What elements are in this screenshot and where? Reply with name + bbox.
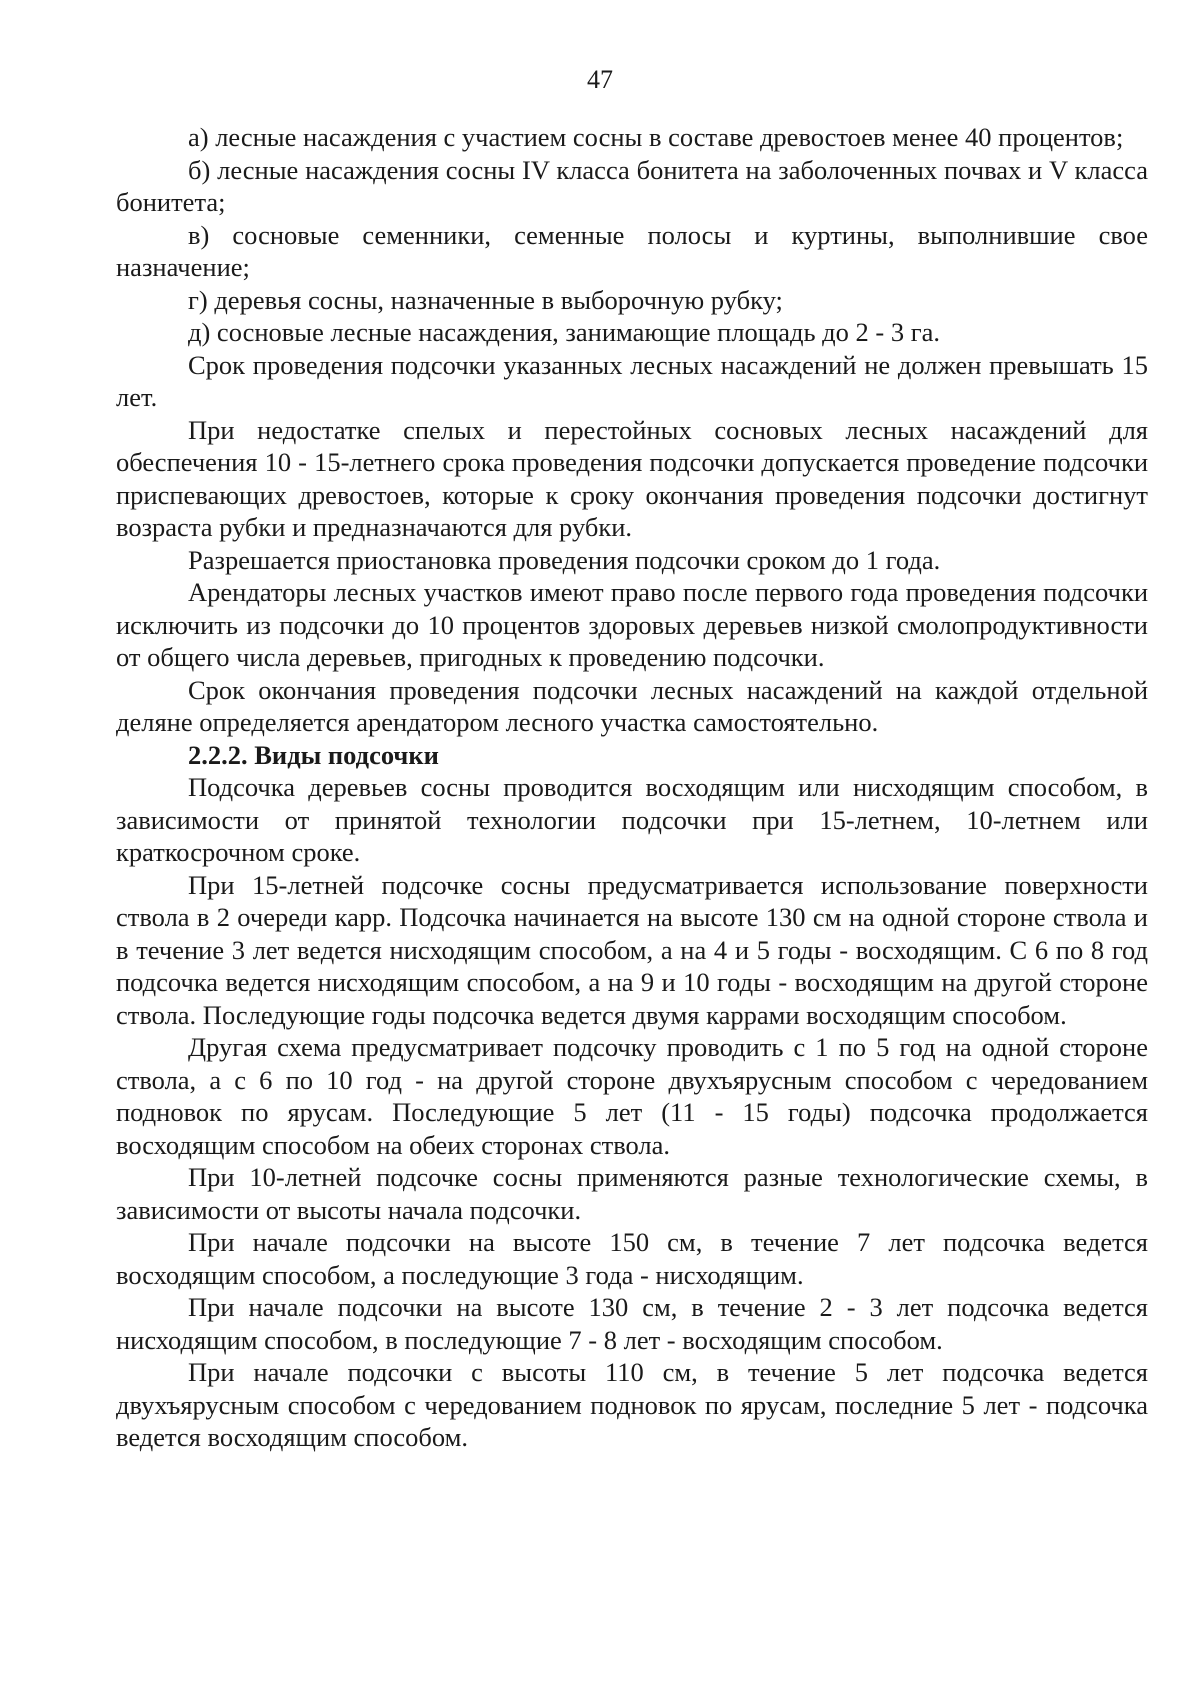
paragraph-start-130: При начале подсочки на высоте 130 см, в течение 2 - 3 лет подсочка ведется нисходящим способом, в последующие 7 - 8 лет - восходящим способом. — [116, 1292, 1148, 1355]
paragraph-10-year-scheme: При 10-летней подсочке сосны применяются разные технологические схемы, в зависимости от высоты начала подсочки. — [116, 1162, 1148, 1225]
paragraph-15-year-scheme: При 15-летней подсочке сосны предусматривается использование поверхности ствола в 2 очереди карр. Подсочка начинается на высоте 130 см на одной стороне ствола и в течение 3 лет ведется нисходящим способом, а на 4 и 5 годы - восходящим. С 6 по 8 год подсочка ведется нисходящим способом, а на 9 и 10 годы - восходящим на другой стороне ствола. Последующие годы подсочка ведется двумя каррами восходящим способом. — [116, 869, 1148, 1030]
page-number: 47 — [587, 65, 613, 94]
paragraph-item-d: д) сосновые лесные насаждения, занимающие площадь до 2 - 3 га. — [188, 317, 940, 347]
paragraph-item-b: б) лесные насаждения сосны IV класса бонитета на заболоченных почвах и V класса бонитета; — [116, 154, 1148, 217]
paragraph-methods: Подсочка деревьев сосны проводится восходящим или нисходящим способом, в зависимости от принятой технологии подсочки при 15-летнем, 10-летнем или краткосрочном сроке. — [116, 772, 1148, 867]
paragraph-item-a: а) лесные насаждения с участием сосны в составе древостоев менее 40 процентов; — [188, 122, 1124, 152]
paragraph-end-term: Срок окончания проведения подсочки лесных насаждений на каждой отдельной деляне определяется арендатором лесного участка самостоятельно. — [116, 674, 1148, 737]
paragraph-shortage-rule: При недостатке спелых и перестойных сосновых лесных насаждений для обеспечения 10 - 15-летнего срока проведения подсочки допускается проведение подсочки приспевающих древостоев, которые к сроку окончания проведения подсочки достигнут возраста рубки и предназначаются для рубки. — [116, 414, 1148, 542]
paragraph-suspension: Разрешается приостановка проведения подсочки сроком до 1 года. — [188, 544, 941, 575]
paragraph-tapping-term: Срок проведения подсочки указанных лесных насаждений не должен превышать 15 лет. — [116, 349, 1148, 412]
paragraph-item-v: в) сосновые семенники, семенные полосы и куртины, выполнившие свое назначение; — [116, 219, 1148, 282]
document-body — [116, 121, 1148, 1454]
paragraph-start-150: При начале подсочки на высоте 150 см, в течение 7 лет подсочка ведется восходящим способом, а последующие 3 года - нисходящим. — [116, 1227, 1148, 1290]
paragraph-item-g: г) деревья сосны, назначенные в выборочную рубку; — [188, 284, 783, 315]
paragraph-start-110: При начале подсочки с высоты 110 см, в течение 5 лет подсочка ведется двухъярусным способом с чередованием подновок по ярусам, последние 5 лет - подсочка ведется восходящим способом. — [116, 1357, 1148, 1452]
paragraph-tenant-exclusion: Арендаторы лесных участков имеют право после первого года проведения подсочки исключить из подсочки до 10 процентов здоровых деревьев низкой смолопродуктивности от общего числа деревьев, пригодных к проведению подсочки. — [116, 577, 1148, 672]
section-heading: 2.2.2. Виды подсочки — [188, 739, 439, 770]
paragraph-alternative-scheme: Другая схема предусматривает подсочку проводить с 1 по 5 год на одной стороне ствола, а с 6 по 10 год - на другой стороне двухъярусным способом с чередованием подновок по ярусам. Последующие 5 лет (11 - 15 годы) подсочка продолжается восходящим способом на обеих сторонах ствола. — [116, 1032, 1148, 1160]
